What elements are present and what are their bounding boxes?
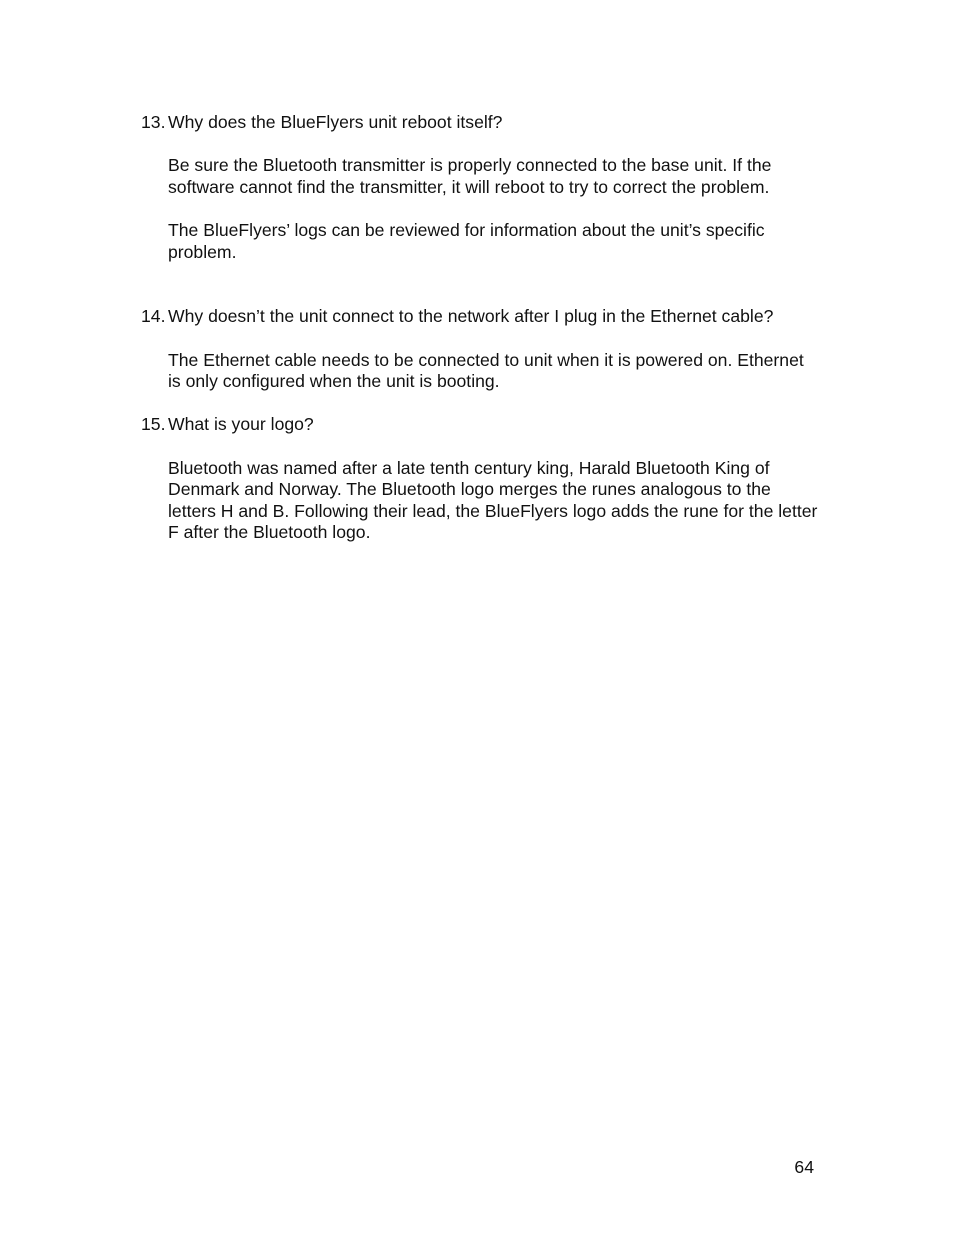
spacer <box>141 263 821 306</box>
faq-item-13 <box>141 112 821 263</box>
faq-item-14 <box>141 306 821 392</box>
question-text: Why does the BlueFlyers unit reboot itself? <box>168 112 503 132</box>
faq-question <box>141 112 821 134</box>
faq-list <box>141 112 821 544</box>
question-text: Why doesn’t the unit connect to the network after I plug in the Ethernet cable? <box>168 306 774 327</box>
question-number: 13. <box>141 112 166 132</box>
question-number: 14. <box>141 306 166 327</box>
question-text: What is your logo? <box>168 414 314 435</box>
faq-item-15 <box>141 414 821 544</box>
answer-paragraph: The BlueFlyers’ logs can be reviewed for information about the unit’s specific problem. <box>168 219 765 262</box>
page-number: 64 <box>794 1157 814 1177</box>
question-number: 15. <box>141 414 166 435</box>
faq-question <box>141 306 821 328</box>
spacer <box>141 393 821 415</box>
answer-paragraph: Be sure the Bluetooth transmitter is properly connected to the base unit. If the software cannot find the transmitter, it will reboot to try to correct the problem. <box>168 155 772 197</box>
faq-question <box>141 414 821 436</box>
answer-paragraph: The Ethernet cable needs to be connected to unit when it is powered on. Ethernet is only configured when the unit is booting. <box>168 349 804 392</box>
answer-paragraph: Bluetooth was named after a late tenth century king, Harald Bluetooth King of Denmark and Norway. The Bluetooth logo merges the runes analogous to the letters H and B. Following their lead, the BlueFlyers logo adds the rune for the letter F after the Bluetooth logo. <box>168 457 818 543</box>
